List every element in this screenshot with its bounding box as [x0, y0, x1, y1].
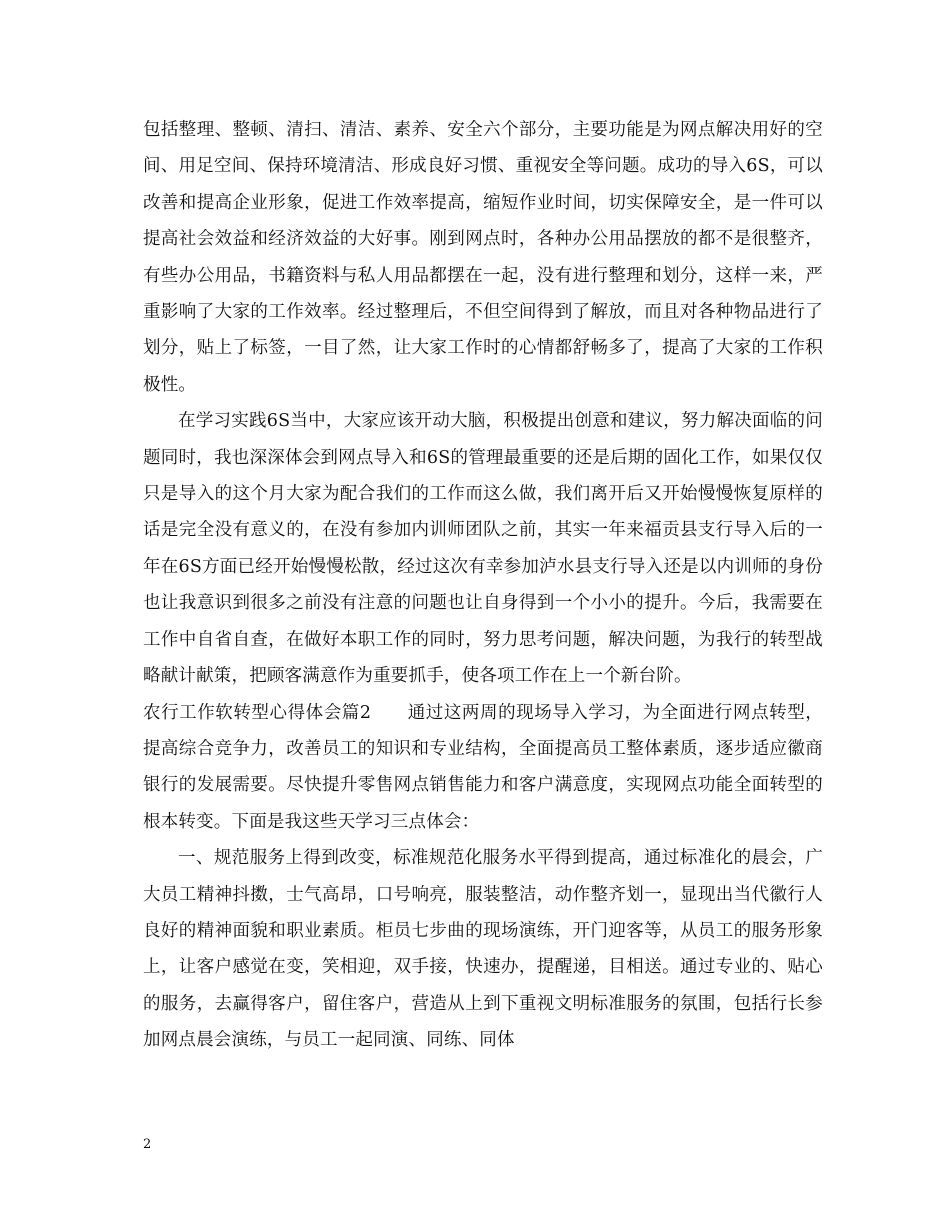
paragraph-2: 在学习实践6S当中，大家应该开动大脑，积极提出创意和建议，努力解决面临的问题同时，我也深深体会到网点导入和6S的管理最重要的还是后期的固化工作，如果仅仅只是导入的这个月大家为配合我们的工作而这么做，我们离开后又开始慢慢恢复原样的话是完全没有意义的，在没有参加内训师团队之前，其实一年来福贡县支行导入后的一年在6S方面已经开始慢慢松散，经过这次有幸参加泸水县支行导入还是以内训师的身份也让我意识到很多之前没有注意的问题也让自身得到一个小小的提升。今后，我需要在工作中自省自查，在做好本职工作的同时，努力思考问题，解决问题，为我行的转型战略献计献策，把顾客满意作为重要抓手，使各项工作在上一个新台阶。	[143, 411, 823, 687]
page-number: 2	[143, 1137, 152, 1152]
paragraph-1: 包括整理、整顿、清扫、清洁、素养、安全六个部分，主要功能是为网点解决用好的空间、用足空间、保持环境清洁、形成良好习惯、重视安全等问题。成功的导入6S，可以改善和提高企业形象，促进工作效率提高，缩短作业时间，切实保障安全，是一件可以提高社会效益和经济效益的大好事。刚到网点时，各种办公用品摆放的都不是很整齐，有些办公用品，书籍资料与私人用品都摆在一起，没有进行整理和划分，这样一来，严重影响了大家的工作效率。经过整理后，不但空间得到了解放，而且对各种物品进行了划分，贴上了标签，一目了然，让大家工作时的心情都舒畅多了，提高了大家的工作积极性。	[143, 120, 823, 395]
paragraph-4: 一、规范服务上得到改变，标准规范化服务水平得到提高，通过标准化的晨会，广大员工精神抖擞，士气高昂，口号响亮，服装整洁，动作整齐划一，显现出当代徽行人良好的精神面貌和职业素质。柜员七步曲的现场演练，开门迎客等，从员工的服务形象上，让客户感觉在变，笑相迎，双手接，快速办，提醒递，目相送。通过专业的、贴心的服务，去赢得客户，留住客户，营造从上到下重视文明标准服务的氛围，包括行长参加网点晨会演练，与员工一起同演、同练、同体	[143, 848, 823, 1051]
paragraph-3: 农行工作软转型心得体会篇2 通过这两周的现场导入学习，为全面进行网点转型，提高综合竞争力，改善员工的知识和专业结构，全面提高员工整体素质，逐步适应徽商银行的发展需要。尽快提升零售网点销售能力和客户满意度，实现网点功能全面转型的根本转变。下面是我这些天学习三点体会：	[143, 702, 823, 832]
body-text	[143, 112, 823, 1059]
